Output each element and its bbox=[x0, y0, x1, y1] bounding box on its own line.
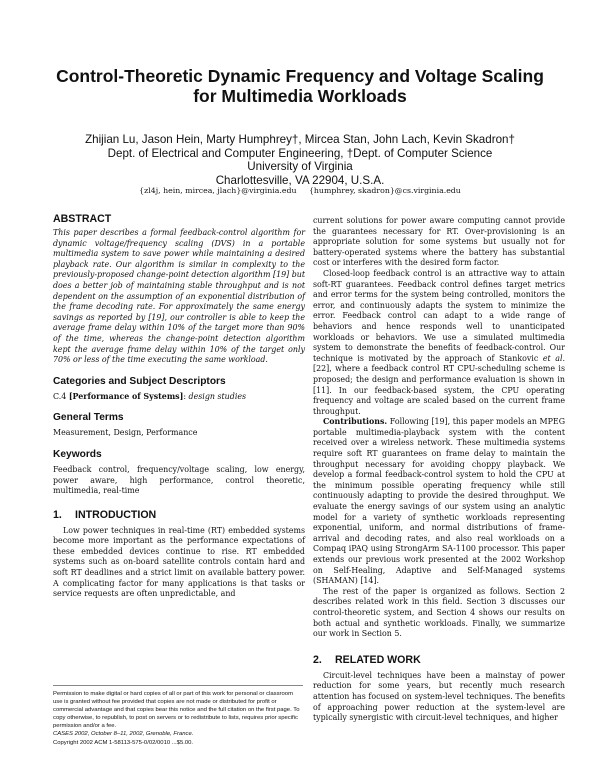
organization-paragraph: The rest of the paper is organized as follows. Section 2 describes related work in this field. Section 3 discusses our control-theoretic system, and Section 4 shows our results on both actual and synthetic workloads. Finally, we summarize our work in Section 5. bbox=[313, 586, 565, 639]
related-work-text: Circuit-level techniques have been a mainstay of power reduction for some years, but recently much research attention has focused on system-level techniques. The benefits of approaching power reduction at the system-level are typically synergistic with circuit-level techniques, and higher bbox=[313, 670, 565, 723]
author-names: Zhijian Lu, Jason Hein, Marty Humphrey†, Mircea Stan, John Lach, Kevin Skadron† bbox=[85, 133, 515, 146]
feedback-text-b: [22], where a feedback control RT CPU-scheduling scheme is proposed; the design and performance evaluation is shown in [11]. In our feedback-based system, the CPU operating frequency and voltage are scaled based on the current frame throughput. bbox=[313, 364, 565, 416]
categories-code: C.4 bbox=[53, 391, 67, 401]
email-ece: {zl4j, hein, mircea, jlach}@virginia.edu bbox=[139, 186, 297, 195]
abstract-heading: ABSTRACT bbox=[53, 213, 112, 225]
title-line-1: Control-Theoretic Dynamic Frequency and Voltage Scaling bbox=[56, 66, 544, 86]
et-al: et al. bbox=[542, 353, 565, 363]
abstract-text: This paper describes a formal feedback-control algorithm for dynamic voltage/frequency scaling (DVS) in a portable multimedia system to save power while maintaining a desired playback rate. Our algorithm is similar in complexity to the previously-proposed change-point detection algorithm [19] but does a better job of maintaining stable throughput and is not dependent on the assumption of an exponential distribution of the frame decoding rate. For approximately the same energy savings as reported by [19], our controller is able to keep the average frame delay within 10% of the target more than 90% of the time, whereas the change-point detection algorithm kept the average frame delay within 10% of the target only 70% or less of the time executing the same workload. bbox=[53, 228, 306, 365]
categories-class: [Performance of Systems] bbox=[68, 391, 184, 401]
permission-text: Permission to make digital or hard copies of all or part of this work for personal or classroom use is granted without fee provided that copies are not made or distributed for profit or commercial advantage and that copies bear this notice and the full citation on the first page. To copy otherwise, to republish, to post on servers or to redistribute to lists, requires prior specific permission and/or a fee. bbox=[53, 691, 300, 730]
feedback-control-paragraph bbox=[313, 269, 565, 417]
email-cs: {humphrey, skadron}@cs.virginia.edu bbox=[308, 186, 461, 195]
introduction-text: Low power techniques in real-time (RT) embedded systems become more important as the performance expectations of these embedded devices continue to rise. RT embedded systems such as on-board satellite controls contain hard and soft RT deadlines and a strict limit on available battery power. A complicating factor for many applications is that tasks or service requests are often unpredictable, and bbox=[53, 525, 305, 599]
categories-subject: design studies bbox=[188, 391, 247, 401]
related-work-number: 2. bbox=[313, 653, 322, 666]
author-block bbox=[0, 133, 600, 187]
title-line-2: for Multimedia Workloads bbox=[193, 86, 407, 106]
categories-text: C.4 [Performance of Systems]: design studies bbox=[53, 391, 247, 401]
categories-heading: Categories and Subject Descriptors bbox=[53, 375, 226, 387]
contributions-text: Following [19], this paper models an MPEG portable multimedia-playback system with the content received over a wireless network. These multimedia systems require soft RT guarantees on frame delay to maintain the throughput necessary for avoiding choppy playback. We develop a formal feedback-control system to hold the CPU at the minimum possible operating frequency while still continuously adapting to provide the desired throughput. We evaluate the energy savings of our system using an analytic model for a variety of synthetic workloads representing exponential, uniform, and normal distributions of frame-arrival and decoding rates, and also real workloads on a Compaq iPAQ using StrongArm SA-1100 processor. This paper extends our previous work presented at the 2002 Workshop on Self-Healing, Adaptive and Self-Managed systems (SHAMAN) [14]. bbox=[313, 417, 565, 586]
introduction-heading bbox=[53, 509, 305, 521]
keywords-text: Feedback control, frequency/voltage scaling, low energy, power aware, high performance, control theoretic, multimedia, real-time bbox=[53, 464, 305, 496]
general-terms-heading: General Terms bbox=[53, 412, 124, 424]
author-departments: Dept. of Electrical and Computer Engineering, †Dept. of Computer Science bbox=[107, 146, 493, 160]
related-work-heading bbox=[313, 654, 565, 666]
copyright-footnote bbox=[53, 690, 303, 747]
copyright-line: Copyright 2002 ACM 1-58113-575-0/02/0010 ...$5.00. bbox=[53, 739, 194, 746]
paper-title bbox=[0, 66, 600, 106]
author-address: Charlottesville, VA 22904, U.S.A. bbox=[215, 173, 385, 187]
left-column bbox=[53, 213, 305, 600]
contributions-lead: Contributions. bbox=[323, 417, 388, 427]
introduction-number: 1. bbox=[53, 508, 62, 521]
author-emails bbox=[0, 186, 600, 195]
general-terms-text: Measurement, Design, Performance bbox=[53, 428, 198, 438]
intro-continuation: current solutions for power aware computing cannot provide the guarantees necessary for RT. Over-provisioning is an appropriate solution for some systems but usually not for battery-operated systems where the battery has substantial cost or interferes with the desired form factor. bbox=[313, 216, 565, 268]
footnote-rule bbox=[53, 685, 303, 686]
author-university: University of Virginia bbox=[247, 160, 353, 174]
contributions-paragraph bbox=[313, 417, 565, 587]
conference-line: CASES 2002, October 8–11, 2002, Grenoble, France. bbox=[53, 731, 194, 738]
introduction-title: INTRODUCTION bbox=[75, 508, 157, 521]
related-work-title: RELATED WORK bbox=[335, 653, 421, 666]
feedback-text-a: Closed-loop feedback control is an attractive way to attain soft-RT guarantees. Feedback control defines target metrics and error terms for the system being controlled, monitors the error, and continuously adapts the system to minimize the error. Feedback control can adapt to a wide range of behaviors and hence responds well to unanticipated workloads or behaviors. We use a simulated multimedia system to demonstrate the benefits of feedback-control. Our technique is motivated by the approach of Stankovic bbox=[313, 268, 565, 363]
keywords-heading: Keywords bbox=[53, 448, 102, 460]
right-column bbox=[313, 216, 565, 724]
